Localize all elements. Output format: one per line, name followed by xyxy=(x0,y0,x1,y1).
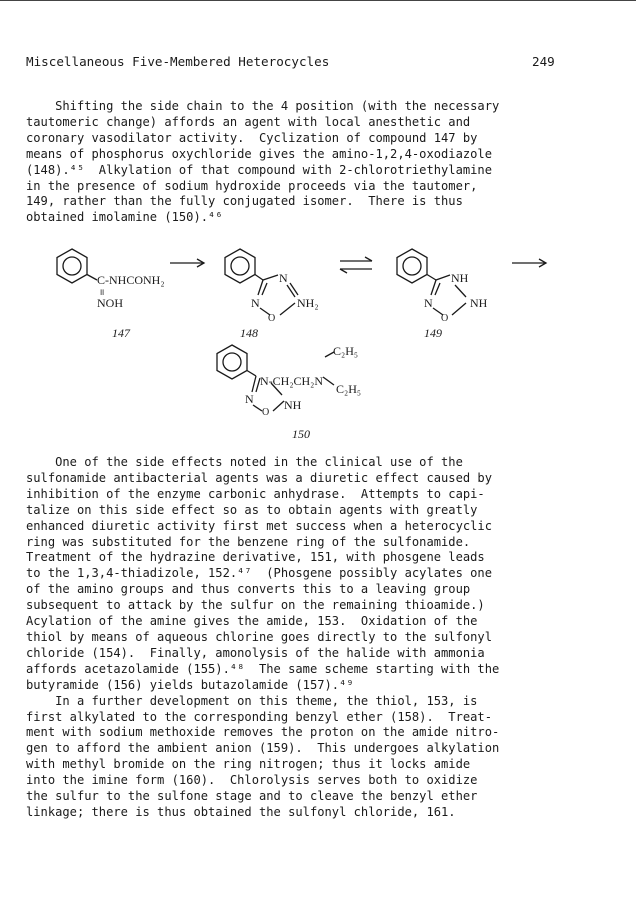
benzene-ring-149 xyxy=(397,249,427,283)
text-line: butyramide (156) yields butazolamide (157).⁴⁹ xyxy=(26,677,354,692)
text-line: subsequent to attack by the sulfur on the remaining thioamide.) xyxy=(26,598,485,613)
text-line: gen to afford the ambient anion (159). This undergoes alkylation xyxy=(26,741,500,756)
label-n-left-148: N xyxy=(251,296,260,310)
running-header: Miscellaneous Five-Membered Heterocycles xyxy=(26,54,330,69)
compound-number-147: 147 xyxy=(112,326,130,340)
label-n-left-149: N xyxy=(424,296,433,310)
text-line: linkage; there is thus obtained the sulfonyl chloride, 161. xyxy=(26,804,456,819)
benzene-ring-148 xyxy=(225,249,255,283)
reaction-scheme xyxy=(0,235,636,445)
text-line: coronary vasodilator activity. Cyclization of compound 147 by xyxy=(26,130,478,145)
text-line: chloride (154). Finally, amonolysis of the halide with ammonia xyxy=(26,645,485,660)
label-nh-top-149: NH xyxy=(451,271,469,285)
label-carbamoyl: C-NHCONH₂ xyxy=(97,273,165,287)
text-line: (148).⁴⁵ Alkylation of that compound with 2-chlorotriethylamine xyxy=(26,162,492,177)
label-n-top-148: N xyxy=(279,271,288,285)
label-nh-149: NH xyxy=(470,296,488,310)
text-line: first alkylated to the corresponding benzyl ether (158). Treat- xyxy=(26,709,492,724)
text-line: Acylation of the amine gives the amide, 153. Oxidation of the xyxy=(26,614,478,629)
top-border xyxy=(0,0,636,1)
text-line: with methyl bromide on the ring nitrogen; thus it locks amide xyxy=(26,757,471,772)
text-line: tautomeric change) affords an agent with local anesthetic and xyxy=(26,114,471,129)
label-nh2-148: NH₂ xyxy=(297,296,319,310)
text-line: enhanced diuretic activity first met success when a heterocyclic xyxy=(26,518,492,533)
text-line: One of the side effects noted in the clinical use of the xyxy=(26,455,463,469)
text-line: Treatment of the hydrazine derivative, 151, with phosgene leads xyxy=(26,550,485,565)
label-double-bond: ॥ xyxy=(99,287,105,297)
text-line: ment with sodium methoxide removes the proton on the amide nitro- xyxy=(26,725,500,740)
label-noh: NOH xyxy=(97,296,123,310)
paragraph-sulfonamides xyxy=(26,455,566,821)
label-ethyl-bottom: C₂H₅ xyxy=(336,382,362,396)
paragraph-imolamine xyxy=(26,99,566,226)
compound-number-148: 148 xyxy=(240,326,258,340)
compound-number-149: 149 xyxy=(424,326,442,340)
label-nh-150: NH xyxy=(284,398,302,412)
text-line: to the 1,3,4-thiadizole, 152.⁴⁷ (Phosgene possibly acylates one xyxy=(26,566,492,581)
text-line: obtained imolamine (150).⁴⁶ xyxy=(26,210,223,225)
benzene-ring-150 xyxy=(217,345,247,379)
text-line: into the imine form (160). Chlorolysis serves both to oxidize xyxy=(26,773,478,788)
text-line: sulfonamide antibacterial agents was a diuretic effect caused by xyxy=(26,470,492,485)
text-line: In a further development on this theme, the thiol, 153, is xyxy=(26,693,478,708)
text-line: inhibition of the enzyme carbonic anhydrase. Attempts to capi- xyxy=(26,486,485,501)
page-number: 249 xyxy=(532,54,555,69)
text-line: ring was substituted for the benzene ring of the sulfonamide. xyxy=(26,534,471,549)
benzene-ring-147 xyxy=(57,249,87,283)
label-o-149: O xyxy=(441,313,449,324)
label-chain-150: N-CH₂CH₂N xyxy=(260,374,324,388)
text-line: in the presence of sodium hydroxide proceeds via the tautomer, xyxy=(26,178,478,193)
label-ethyl-top: C₂H₅ xyxy=(333,344,359,358)
text-line: means of phosphorus oxychloride gives the amino-1,2,4-oxodiazole xyxy=(26,146,492,161)
text-line: talize on this side effect so as to obtain agents with greatly xyxy=(26,502,478,517)
label-n-left-150: N xyxy=(245,392,254,406)
label-o-150: O xyxy=(262,407,270,418)
text-line: the sulfur to the sulfone stage and to cleave the benzyl ether xyxy=(26,789,478,804)
text-line: thiol by means of aqueous chlorine goes directly to the sulfonyl xyxy=(26,629,492,644)
label-o-148: O xyxy=(268,313,276,324)
text-line: Shifting the side chain to the 4 position (with the necessary xyxy=(26,99,500,113)
compound-number-150: 150 xyxy=(292,427,310,441)
text-line: of the amino groups and thus converts this to a leaving group xyxy=(26,582,471,597)
text-line: affords acetazolamide (155).⁴⁸ The same scheme starting with the xyxy=(26,661,500,676)
text-line: 149, rather than the fully conjugated isomer. There is thus xyxy=(26,194,463,209)
